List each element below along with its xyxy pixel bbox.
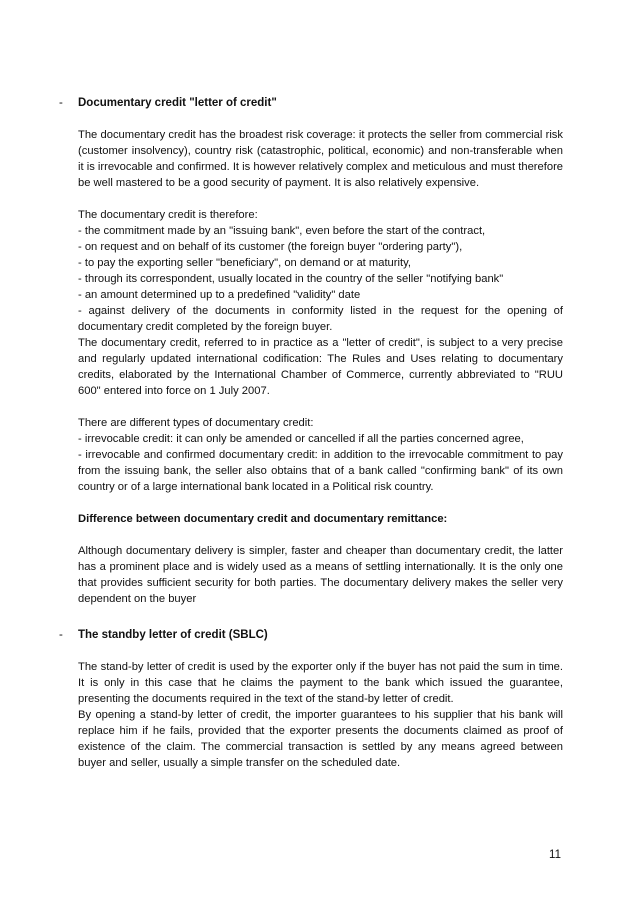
- section-heading: The standby letter of credit (SBLC): [78, 629, 268, 641]
- paragraph: The stand-by letter of credit is used by the exporter only if the buyer has not paid the sum in time. It is only in this case that he claims the payment to the bank which issued the guarantee, presenting the documents required in the text of the stand-by letter of credit.: [78, 661, 563, 705]
- list-item: - the commitment made by an "issuing bank", even before the start of the contract,: [78, 225, 486, 237]
- section-body: [78, 627, 563, 771]
- list-item: - through its correspondent, usually located in the country of the seller "notifying bank": [78, 273, 504, 285]
- paragraph: The documentary credit has the broadest risk coverage: it protects the seller from commercial risk (customer insolvency), country risk (catastrophic, political, economic) and non-transferable when it is irrevocable and confirmed. It is however relatively complex and meticulous and must therefore be well mastered to be a good security of payment. It is also relatively expensive.: [78, 129, 564, 189]
- types-intro: There are different types of documentary credit:: [78, 417, 314, 429]
- list-item: - on request and on behalf of its customer (the foreign buyer "ordering party"),: [78, 241, 463, 253]
- page-number: 11: [549, 849, 561, 861]
- list-item: - to pay the exporting seller "beneficiary", on demand or at maturity,: [78, 257, 411, 269]
- paragraph: By opening a stand-by letter of credit, the importer guarantees to his supplier that his bank will replace him if he fails, provided that the exporter presents the documents claimed as proof of existence of the claim. The commercial transaction is settled by any means agreed between buyer and seller, usually a simple transfer on the scheduled date.: [78, 709, 563, 769]
- list-item: - against delivery of the documents in conformity listed in the request for the opening of documentary credit completed by the foreign buyer.: [78, 305, 563, 333]
- paragraph: Although documentary delivery is simpler, faster and cheaper than documentary credit, the latter has a prominent place and is widely used as a means of settling internationally. It is the only one that provides sufficient security for both parties. The documentary delivery makes the seller very dependent on the buyer: [78, 545, 563, 605]
- bullet-dash: -: [59, 629, 63, 641]
- section-heading: Documentary credit "letter of credit": [78, 97, 277, 109]
- section-body: [78, 95, 563, 607]
- list-item: - irrevocable and confirmed documentary credit: in addition to the irrevocable commitment to pay from the issuing bank, the seller also obtains that of a bank called "confirming bank" of its own country or of a large international bank located in a Political risk country.: [78, 449, 563, 493]
- list-item: - an amount determined up to a predefined "validity" date: [78, 289, 361, 301]
- list-intro: The documentary credit is therefore:: [78, 209, 258, 221]
- bullet-dash: -: [59, 97, 63, 109]
- paragraph: The documentary credit, referred to in practice as a "letter of credit", is subject to a very precise and regularly updated international codification: The Rules and Uses relating to documentary credits, elaborated by the International Chamber of Commerce, currently abbreviated to "RUU 600" entered into force on 1 July 2007.: [78, 337, 563, 397]
- list-item: - irrevocable credit: it can only be amended or cancelled if all the parties concerned agree,: [78, 433, 524, 445]
- subheading: Difference between documentary credit and documentary remittance:: [78, 513, 448, 525]
